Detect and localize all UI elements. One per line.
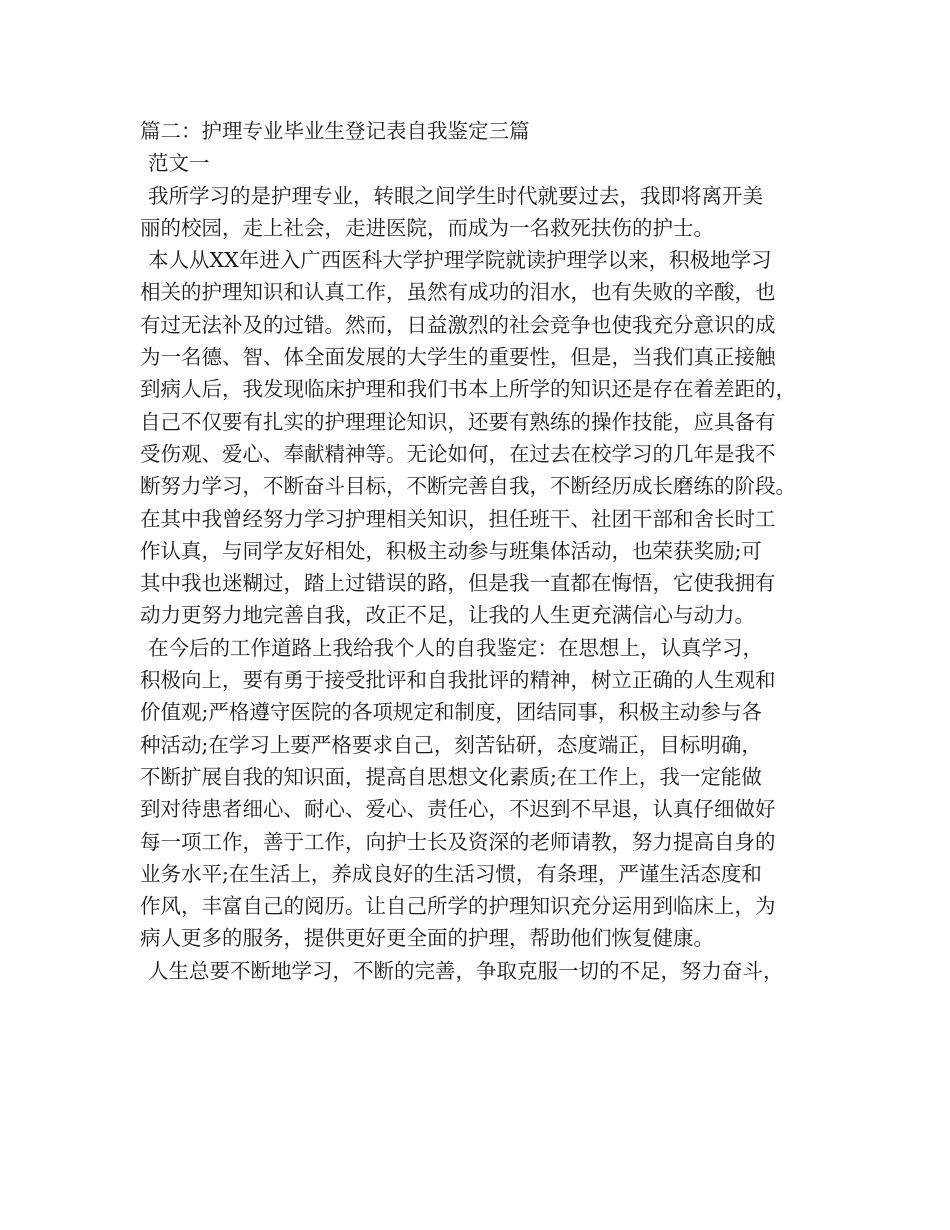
text-line: 作认真，与同学友好相处，积极主动参与班集体活动，也荣获奖励;可 xyxy=(140,538,762,563)
text-line: 每一项工作，善于工作，向护士长及资深的老师请教，努力提高自身的 xyxy=(140,829,776,854)
text-line: 丽的校园，走上社会，走进医院，而成为一名救死扶伤的护士。 xyxy=(140,215,714,240)
text-line: 我所学习的是护理专业，转眼之间学生时代就要过去，我即将离开美 xyxy=(148,183,763,208)
document-text xyxy=(140,180,840,987)
text-line: 为一名德、智、体全面发展的大学生的重要性，但是，当我们真正接触 xyxy=(140,345,776,370)
text-line: 本人从XX年进入广西医科大学护理学院就读护理学以来，积极地学习 xyxy=(148,248,772,273)
text-line: 病人更多的服务，提供更好更全面的护理，帮助他们恢复健康。 xyxy=(140,926,714,951)
text-line: 自己不仅要有扎实的护理理论知识，还要有熟练的操作技能，应具备有 xyxy=(140,409,776,434)
document-title: 篇二：护理专业毕业生登记表自我鉴定三篇 xyxy=(140,119,530,143)
text-line: 相关的护理知识和认真工作，虽然有成功的泪水，也有失败的辛酸，也 xyxy=(140,280,776,305)
text-line: 积极向上，要有勇于接受批评和自我批评的精神，树立正确的人生观和 xyxy=(140,668,776,693)
text-line: 动力更努力地完善自我，改正不足，让我的人生更充满信心与动力。 xyxy=(140,603,755,628)
text-line: 到对待患者细心、耐心、爱心、责任心，不迟到不早退，认真仔细做好 xyxy=(140,797,776,822)
document-subtitle: 范文一 xyxy=(148,151,210,176)
text-line: 在今后的工作道路上我给我个人的自我鉴定：在思想上，认真学习， xyxy=(148,635,763,660)
text-line: 其中我也迷糊过，踏上过错误的路，但是我一直都在悔悟，它使我拥有 xyxy=(140,571,776,596)
text-line: 作风，丰富自己的阅历。让自己所学的护理知识充分运用到临床上，为 xyxy=(140,894,776,919)
text-line: 不断扩展自我的知识面，提高自思想文化素质;在工作上，我一定能做 xyxy=(140,764,762,789)
text-line: 在其中我曾经努力学习护理相关知识，担任班干、社团干部和舍长时工 xyxy=(140,506,776,531)
text-line: 价值观;严格遵守医院的各项规定和制度，团结同事，积极主动参与各 xyxy=(140,700,762,725)
document-body xyxy=(140,115,840,987)
text-line: 受伤观、爱心、奉献精神等。无论如何，在过去在校学习的几年是我不 xyxy=(140,441,776,466)
text-line: 断努力学习，不断奋斗目标，不断完善自我，不断经历成长磨练的阶段。 xyxy=(140,474,796,499)
text-line: 到病人后，我发现临床护理和我们书本上所学的知识还是存在着差距的， xyxy=(140,377,796,402)
text-line: 有过无法补及的过错。然而，日益激烈的社会竞争也使我充分意识的成 xyxy=(140,312,776,337)
text-line: 种活动;在学习上要严格要求自己，刻苦钻研，态度端正，目标明确， xyxy=(140,732,762,757)
text-line: 业务水平;在生活上，养成良好的生活习惯，有条理，严谨生活态度和 xyxy=(140,861,762,886)
text-line: 人生总要不断地学习，不断的完善，争取克服一切的不足，努力奋斗， xyxy=(148,958,784,983)
